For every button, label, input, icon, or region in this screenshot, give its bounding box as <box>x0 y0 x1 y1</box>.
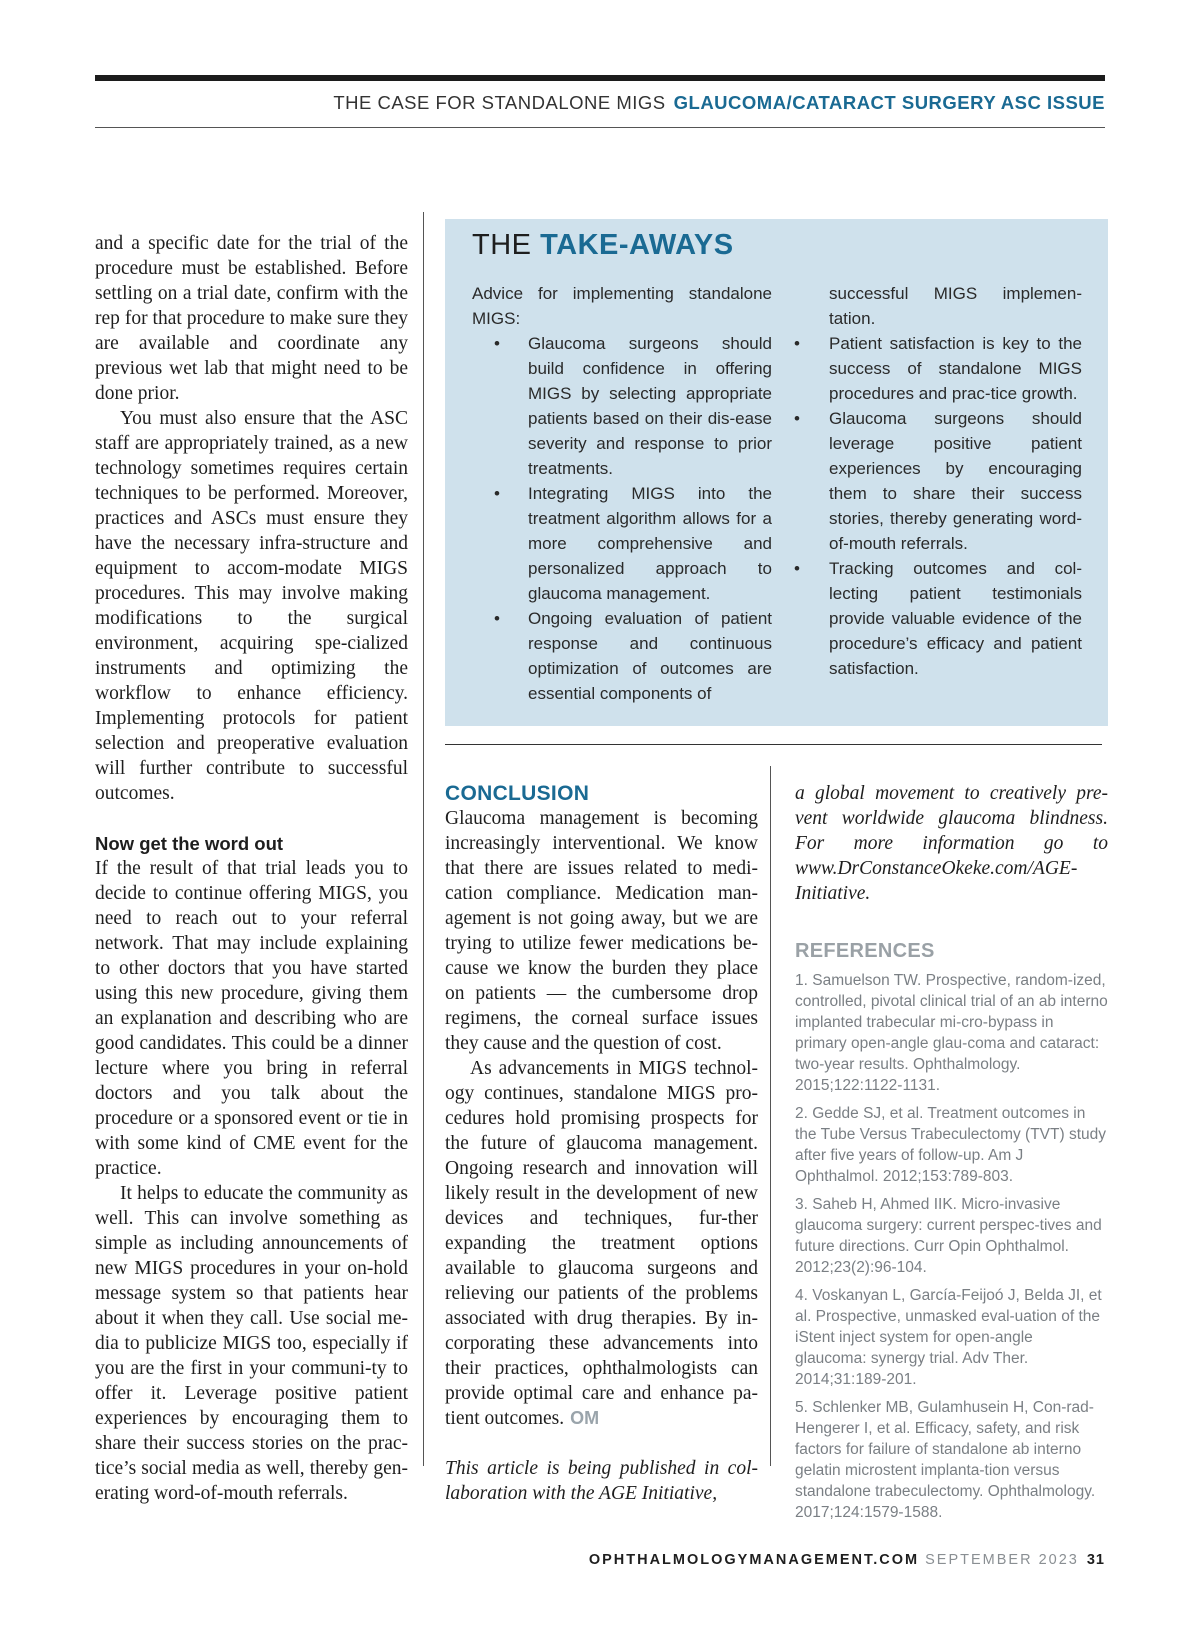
takeaway-item: • Integrating MIGS into the treatment algorithm allows for a more comprehensive and personalized approach to glaucoma management. <box>472 481 772 606</box>
takeaways-title <box>472 229 734 262</box>
footer-date: SEPTEMBER 2023 <box>925 1552 1079 1568</box>
reference-item: 4. Voskanyan L, García-Feijoó J, Belda JI, et al. Prospective, unmasked eval-uation of the iStent inject system for open-angle glaucoma: synergy trial. Adv Ther. 2014;31:189-201. <box>795 1287 1102 1388</box>
paragraph: If the result of that trial leads you to decide to continue offering MIGS, you need to reach out to your referral network. That may include explaining to other doctors that you have started using this new procedure, giving them an explanation and describing who are good candidates. This could be a dinner lecture where you bring in referral doctors and you talk about the procedure or a sponsored event or tie in with some kind of CME event for the practice. <box>95 858 408 1179</box>
takeaway-item: • Patient satisfaction is key to the success of standalone MIGS procedures and prac-tice growth. <box>792 331 1082 406</box>
takeaways-box <box>445 219 1108 726</box>
reference-item: 2. Gedde SJ, et al. Treatment outcomes in the Tube Versus Trabeculectomy (TVT) study after five years of follow-up. Am J Ophthalmol. 2012;153:789-803. <box>795 1105 1106 1185</box>
paragraph: Glaucoma management is becoming increasingly interventional. We know that there are issues related to medi-cation compliance. Medication man-agement is not going away, but we are trying to utilize fewer medications be-cause we know the burden they place on patients — the cumbersome drop regimens, the corneal surface issues they cause and the question of cost. <box>445 808 758 1054</box>
column-divider <box>423 212 424 1466</box>
header-section-title: THE CASE FOR STANDALONE MIGS <box>333 92 666 113</box>
takeaway-item: • Glaucoma surgeons should build confidence in offering MIGS by selecting appropriate patients based on their dis-ease severity and response to prior treatments. <box>472 331 772 481</box>
header-divider <box>95 127 1105 128</box>
header-top-bar <box>95 75 1105 81</box>
paragraph: You must also ensure that the ASC staff are appropriately trained, as a new technology sometimes requires certain techniques to be performed. Moreover, practices and ASCs must ensure they have the necessary infra-structure and equipment to accom-modate MIGS procedures. This may involve making modifications to the surgical environment, acquiring spe-cialized instruments and optimizing the workflow to enhance efficiency. Implementing protocols for patient selection and preoperative evaluation will further contribute to successful outcomes. <box>95 408 408 804</box>
header-issue-title: GLAUCOMA/CATARACT SURGERY ASC ISSUE <box>673 92 1105 113</box>
reference-item: 5. Schlenker MB, Gulamhusein H, Con-rad-Hengerer I, et al. Efficacy, safety, and risk factors for failure of standalone ab interno gelatin microstent implanta-tion versus standalone trabeculectomy. Ophthalmology. 2017;124:1579-1588. <box>795 1399 1096 1521</box>
bullet-icon: • <box>794 409 800 428</box>
collaboration-note: This article is being published in col-laboration with the AGE Initiative, <box>445 1458 758 1504</box>
bullet-icon: • <box>494 484 500 503</box>
paragraph: It helps to educate the community as well. This can involve something as simple as including announcements of new MIGS procedures in your on-hold message system so that patients hear about it when they call. Use social me-dia to publicize MIGS too, especially if you are the first in your communi-ty to offer it. Leverage positive patient experiences by encouraging them to share their success stories on the prac-tice’s social media as well, thereby gen-erating word-of-mouth referrals. <box>95 1183 408 1504</box>
section-heading: Now get the word out <box>95 833 284 854</box>
takeaways-column-1 <box>472 281 772 706</box>
takeaway-item-continued: successful MIGS implemen-tation. <box>829 284 1082 328</box>
column-divider <box>770 766 771 1466</box>
collaboration-note-continued: a global movement to creatively pre-vent worldwide glaucoma blindness. For more information go to www.DrConstanceOkeke.com/AGE-Initiative. <box>795 783 1108 904</box>
takeaways-column-2 <box>792 281 1082 681</box>
takeaway-item: • Tracking outcomes and col-lecting patient testimonials provide valuable evidence of the procedure’s efficacy and patient satisfaction. <box>792 556 1082 681</box>
paragraph: As advancements in MIGS technol-ogy continues, standalone MIGS pro-cedures hold promising prospects for the future of glaucoma management. Ongoing research and innovation will likely result in the development of new devices and techniques, fur-ther expanding the treatment options available to glaucoma surgeons and relieving our patients of the problems associated with drug therapies. By in-corporating these advancements into their practices, ophthalmologists can provide optimal care and enhance pa-tient outcomes. OM <box>445 1058 758 1429</box>
bullet-icon: • <box>794 559 800 578</box>
section-divider <box>445 744 1102 745</box>
bullet-icon: • <box>794 334 800 353</box>
footer-site: OPHTHALMOLOGYMANAGEMENT.COM <box>588 1552 920 1568</box>
reference-item: 3. Saheb H, Ahmed IIK. Micro-invasive glaucoma surgery: current perspec-tives and future directions. Curr Opin Ophthalmol. 2012;23(2):96-104. <box>795 1196 1102 1276</box>
conclusion-heading: CONCLUSION <box>445 782 590 805</box>
end-mark: OM <box>570 1408 600 1428</box>
takeaway-item: • Glaucoma surgeons should leverage positive patient experiences by encouraging them to share their success stories, thereby generating word-of-mouth referrals. <box>792 406 1082 556</box>
page-footer <box>95 1552 1105 1568</box>
references-heading: REFERENCES <box>795 940 935 962</box>
running-header <box>95 92 1105 114</box>
bullet-icon: • <box>494 334 500 353</box>
bullet-icon: • <box>494 609 500 628</box>
takeaway-item: • Ongoing evaluation of patient response and continuous optimization of outcomes are essential components of <box>472 606 772 706</box>
takeaways-intro: Advice for implementing standalone MIGS: <box>472 284 772 328</box>
conclusion-column <box>445 781 758 1506</box>
paragraph: and a specific date for the trial of the procedure must be established. Before settling on a trial date, confirm with the rep for that procedure to make sure they are available and coordinate any previous wet lab that might need to be done prior. <box>95 233 408 404</box>
reference-item: 1. Samuelson TW. Prospective, random-ized, controlled, pivotal clinical trial of an ab interno implanted trabecular mi-cro-bypass in primary open-angle glau-coma and cataract: two-year results. Ophthalmology. 2015;122:1122-1131. <box>795 972 1108 1094</box>
article-column-1 <box>95 231 408 1506</box>
takeaways-title-prefix: THE <box>472 229 532 261</box>
references-column <box>795 781 1108 1530</box>
takeaways-title-strong: TAKE-AWAYS <box>540 229 734 261</box>
page-number: 31 <box>1086 1552 1105 1568</box>
